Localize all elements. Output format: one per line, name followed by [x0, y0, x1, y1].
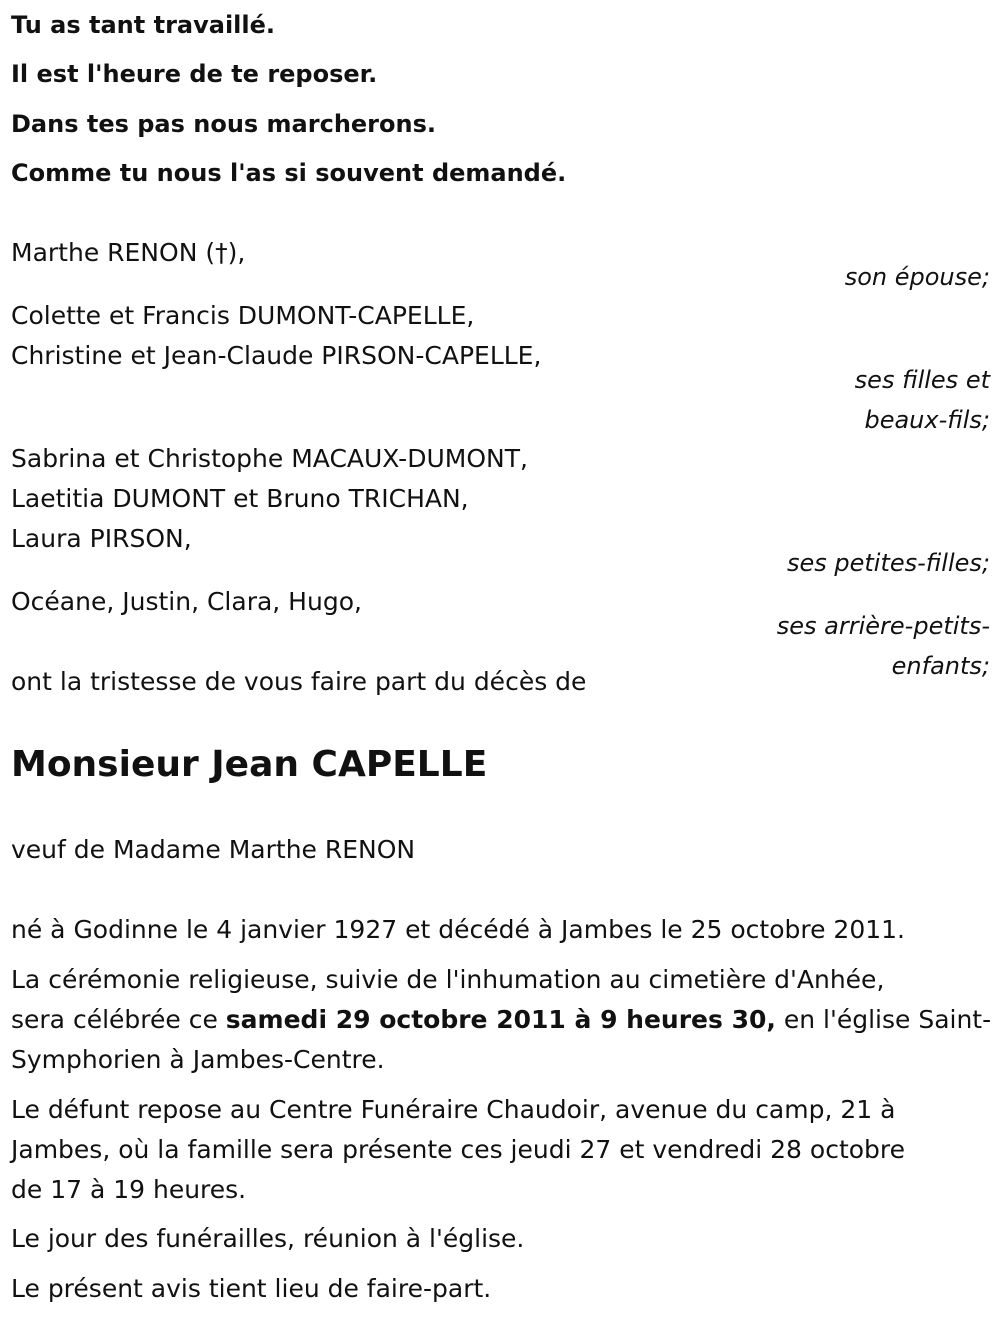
poem-line-2: Il est l'heure de te reposer.: [11, 60, 378, 88]
great-grandchildren: Océane, Justin, Clara, Hugo,: [11, 587, 362, 616]
birth-death: né à Godinne le 4 janvier 1927 et décédé à Jambes le 25 octobre 2011.: [11, 915, 905, 944]
viewing-line-1: Le défunt repose au Centre Funéraire Chaudoir, avenue du camp, 21 à: [11, 1095, 896, 1124]
widower-of: veuf de Madame Marthe RENON: [11, 835, 416, 864]
granddaughter-1: Sabrina et Christophe MACAUX-DUMONT,: [11, 444, 528, 473]
daughters-relation-line-1: ses filles et: [854, 366, 990, 394]
viewing-line-3: de 17 à 19 heures.: [11, 1175, 247, 1204]
granddaughter-2: Laetitia DUMONT et Bruno TRICHAN,: [11, 484, 469, 513]
spouse-relation: son épouse;: [844, 263, 990, 291]
ceremony-line-1: La cérémonie religieuse, suivie de l'inhumation au cimetière d'Anhée,: [11, 965, 885, 994]
ceremony-line-2: [11, 1005, 991, 1035]
announcement: ont la tristesse de vous faire part du décès de: [11, 667, 587, 696]
daughters-relation-line-2: beaux-fils;: [864, 406, 990, 434]
poem-line-1: Tu as tant travaillé.: [11, 11, 276, 39]
notice: Le présent avis tient lieu de faire-part.: [11, 1274, 492, 1303]
ceremony-line-2-end: en l'église Saint-: [775, 1005, 992, 1034]
poem-line-4: Comme tu nous l'as si souvent demandé.: [11, 159, 567, 187]
poem-line-3: Dans tes pas nous marcherons.: [11, 110, 436, 138]
great-grandchildren-relation-line-1: ses arrière-petits-: [776, 612, 990, 640]
spouse-name: Marthe RENON (†),: [11, 238, 246, 267]
funeral-day: Le jour des funérailles, réunion à l'église.: [11, 1224, 525, 1253]
ceremony-date-time: samedi 29 octobre 2011 à 9 heures 30,: [225, 1005, 776, 1034]
daughter-1: Colette et Francis DUMONT-CAPELLE,: [11, 301, 475, 330]
ceremony-line-2-start: sera célébrée ce: [11, 1005, 226, 1034]
daughter-2: Christine et Jean-Claude PIRSON-CAPELLE,: [11, 341, 542, 370]
granddaughters-relation: ses petites-filles;: [786, 549, 990, 577]
great-grandchildren-relation-line-2: enfants;: [891, 652, 990, 680]
deceased-name: Monsieur Jean CAPELLE: [11, 744, 488, 785]
ceremony-line-3: Symphorien à Jambes-Centre.: [11, 1045, 385, 1074]
granddaughter-3: Laura PIRSON,: [11, 524, 192, 553]
viewing-line-2: Jambes, où la famille sera présente ces jeudi 27 et vendredi 28 octobre: [11, 1135, 906, 1164]
